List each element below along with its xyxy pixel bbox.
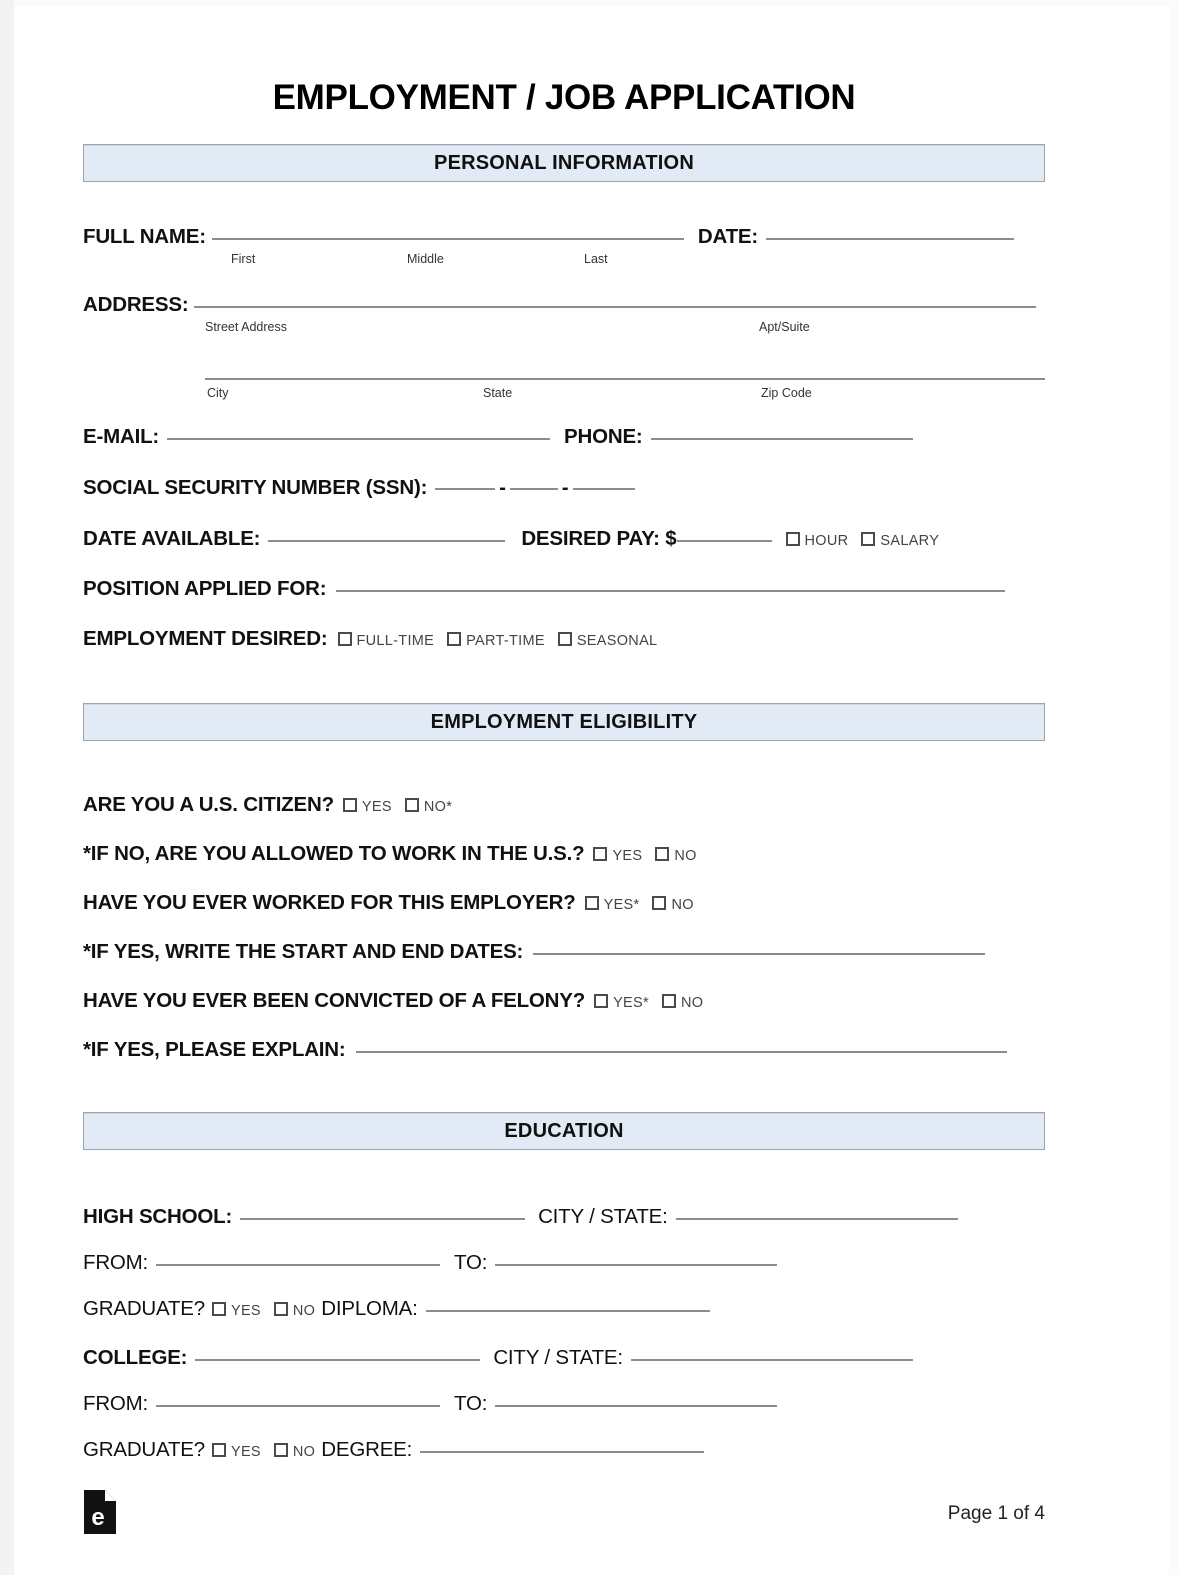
section-header-label: EMPLOYMENT ELIGIBILITY: [430, 710, 698, 733]
checkbox-work-auth-no-label: NO: [674, 848, 697, 864]
full-name-row: [83, 225, 1045, 249]
high-school-name-input[interactable]: [240, 1218, 525, 1220]
high-school-dates-row: [83, 1251, 1045, 1275]
employment-desired-options: [338, 631, 658, 649]
date-available-input[interactable]: [268, 540, 505, 542]
page-footer: [83, 1487, 1045, 1547]
citizen-question-label: ARE YOU A U.S. CITIZEN?: [83, 793, 334, 816]
checkbox-part-time-label: PART-TIME: [466, 633, 545, 649]
ssn-separator-2: -: [561, 477, 569, 499]
form-content: [83, 0, 1045, 1462]
desired-pay-label: DESIRED PAY: $: [521, 527, 677, 550]
page-number: Page 1 of 4: [947, 1503, 1045, 1524]
phone-input[interactable]: [651, 438, 913, 440]
checkbox-prev-employer-yes-label: YES*: [603, 897, 640, 913]
college-graduate-row: [83, 1438, 1045, 1462]
pay-type-options: [786, 531, 940, 549]
full-name-input[interactable]: [212, 238, 684, 240]
college-from-input[interactable]: [156, 1405, 440, 1407]
felony-question-label: HAVE YOU EVER BEEN CONVICTED OF A FELONY?: [83, 989, 586, 1012]
high-school-row: [83, 1205, 1045, 1229]
college-row: [83, 1346, 1045, 1370]
position-applied-label: POSITION APPLIED FOR:: [83, 577, 327, 600]
employment-dates-row: [83, 940, 1045, 964]
high-school-graduate-row: [83, 1297, 1045, 1321]
checkbox-hs-graduate-no[interactable]: [274, 1302, 288, 1316]
section-header-personal-information: [83, 144, 1045, 182]
college-graduate-label: GRADUATE?: [83, 1438, 205, 1461]
checkbox-citizen-no-label: NO*: [423, 799, 453, 815]
checkbox-felony-yes-label: YES*: [613, 995, 649, 1011]
checkbox-seasonal-label: SEASONAL: [576, 633, 658, 649]
checkbox-hour[interactable]: [786, 532, 800, 546]
checkbox-full-time-label: FULL-TIME: [356, 633, 435, 649]
checkbox-citizen-yes-label: YES: [361, 799, 392, 815]
high-school-city-state-input[interactable]: [676, 1218, 958, 1220]
employment-dates-label: *IF YES, WRITE THE START AND END DATES:: [83, 940, 524, 963]
email-label: E-MAIL:: [83, 425, 160, 448]
sublabel-last: Last: [584, 252, 608, 266]
high-school-from-input[interactable]: [156, 1264, 440, 1266]
checkbox-felony-no[interactable]: [662, 994, 676, 1008]
college-label: COLLEGE:: [83, 1346, 188, 1369]
work-authorization-options: [593, 846, 696, 864]
ssn-part-3-input[interactable]: [573, 488, 635, 490]
felony-options: [594, 993, 703, 1011]
previous-employment-question-label: HAVE YOU EVER WORKED FOR THIS EMPLOYER?: [83, 891, 576, 914]
citizen-options: [343, 797, 452, 815]
checkbox-felony-yes[interactable]: [594, 994, 608, 1008]
date-input[interactable]: [766, 238, 1014, 240]
section-header-employment-eligibility: [83, 703, 1045, 741]
checkbox-college-graduate-no-label: NO: [292, 1444, 316, 1460]
diploma-input[interactable]: [426, 1310, 710, 1312]
ssn-part-2-input[interactable]: [510, 488, 558, 490]
college-city-state-label: CITY / STATE:: [493, 1346, 623, 1369]
employment-desired-label: EMPLOYMENT DESIRED:: [83, 627, 328, 650]
degree-label: DEGREE:: [321, 1438, 413, 1461]
checkbox-work-auth-yes[interactable]: [593, 847, 607, 861]
checkbox-prev-employer-no[interactable]: [652, 896, 666, 910]
college-to-input[interactable]: [495, 1405, 777, 1407]
felony-explain-input[interactable]: [356, 1051, 1007, 1053]
checkbox-salary-label: SALARY: [880, 533, 940, 549]
checkbox-prev-employer-yes[interactable]: [585, 896, 599, 910]
ssn-part-1-input[interactable]: [435, 488, 495, 490]
street-address-input[interactable]: [194, 306, 1036, 308]
college-from-label: FROM:: [83, 1392, 149, 1415]
full-name-sublabels: [231, 252, 711, 270]
high-school-graduate-label: GRADUATE?: [83, 1297, 205, 1320]
eforms-document-icon: [83, 1489, 119, 1535]
checkbox-citizen-yes[interactable]: [343, 798, 357, 812]
college-dates-row: [83, 1392, 1045, 1416]
high-school-from-label: FROM:: [83, 1251, 149, 1274]
city-state-zip-sublabels: [207, 386, 1052, 404]
degree-input[interactable]: [420, 1451, 704, 1453]
work-authorization-question-label: *IF NO, ARE YOU ALLOWED TO WORK IN THE U.S.?: [83, 842, 585, 865]
date-available-label: DATE AVAILABLE:: [83, 527, 261, 550]
checkbox-hs-graduate-no-label: NO: [292, 1303, 316, 1319]
college-to-label: TO:: [454, 1392, 488, 1415]
high-school-to-input[interactable]: [495, 1264, 777, 1266]
email-phone-row: [83, 425, 1045, 449]
phone-label: PHONE:: [564, 425, 643, 448]
position-applied-input[interactable]: [336, 590, 1005, 592]
sublabel-first: First: [231, 252, 256, 266]
checkbox-college-graduate-yes-label: YES: [230, 1444, 261, 1460]
section-header-label: PERSONAL INFORMATION: [434, 151, 694, 174]
ssn-separator-1: -: [499, 477, 506, 499]
sublabel-middle: Middle: [407, 252, 444, 266]
felony-explain-label: *IF YES, PLEASE EXPLAIN:: [83, 1038, 346, 1061]
date-label: DATE:: [697, 225, 759, 248]
email-input[interactable]: [167, 438, 550, 440]
college-graduate-options: [212, 1442, 321, 1460]
employment-dates-input[interactable]: [533, 953, 985, 955]
page-title: EMPLOYMENT / JOB APPLICATION: [272, 78, 856, 117]
high-school-graduate-options: [212, 1301, 321, 1319]
address-sublabels: [205, 320, 1050, 338]
page-left-gutter: [0, 0, 14, 1575]
desired-pay-input[interactable]: [677, 540, 772, 542]
checkbox-felony-no-label: NO: [680, 995, 704, 1011]
previous-employment-options: [585, 895, 694, 913]
sublabel-street-address: Street Address: [205, 320, 287, 334]
date-available-pay-row: [83, 527, 1045, 551]
page-right-gutter: [1169, 0, 1179, 1575]
section-header-label: EDUCATION: [504, 1119, 624, 1142]
checkbox-full-time[interactable]: [338, 632, 352, 646]
felony-explain-row: [83, 1038, 1045, 1062]
ssn-row: [83, 476, 1045, 500]
ssn-input-group: [435, 477, 634, 500]
checkbox-salary[interactable]: [861, 532, 875, 546]
checkbox-college-graduate-yes[interactable]: [212, 1443, 226, 1457]
ssn-label: SOCIAL SECURITY NUMBER (SSN):: [83, 476, 428, 499]
high-school-label: HIGH SCHOOL:: [83, 1205, 233, 1228]
section-header-education: [83, 1112, 1045, 1150]
sublabel-city: City: [207, 386, 229, 400]
checkbox-work-auth-yes-label: YES: [612, 848, 643, 864]
citizen-question-row: [83, 793, 1045, 817]
address-label: ADDRESS:: [83, 293, 189, 316]
previous-employment-question-row: [83, 891, 1045, 915]
checkbox-college-graduate-no[interactable]: [274, 1443, 288, 1457]
checkbox-part-time[interactable]: [447, 632, 461, 646]
college-name-input[interactable]: [195, 1359, 480, 1361]
position-applied-row: [83, 577, 1045, 601]
checkbox-work-auth-no[interactable]: [655, 847, 669, 861]
diploma-label: DIPLOMA:: [321, 1297, 418, 1320]
checkbox-citizen-no[interactable]: [405, 798, 419, 812]
checkbox-hour-label: HOUR: [804, 533, 849, 549]
checkbox-hs-graduate-yes[interactable]: [212, 1302, 226, 1316]
full-name-label: FULL NAME:: [83, 225, 206, 248]
address-row: [83, 293, 1045, 317]
sublabel-state: State: [483, 386, 513, 400]
sublabel-apt-suite: Apt/Suite: [759, 320, 810, 334]
eforms-logo-letter: e: [91, 1504, 105, 1531]
work-authorization-question-row: [83, 842, 1045, 866]
city-state-zip-row: [83, 381, 1045, 383]
college-city-state-input[interactable]: [631, 1359, 913, 1361]
city-state-zip-input[interactable]: [205, 378, 1045, 380]
checkbox-prev-employer-no-label: NO: [671, 897, 694, 913]
employment-desired-row: [83, 627, 1045, 651]
high-school-to-label: TO:: [454, 1251, 488, 1274]
high-school-city-state-label: CITY / STATE:: [538, 1205, 668, 1228]
checkbox-hs-graduate-yes-label: YES: [230, 1303, 261, 1319]
felony-question-row: [83, 989, 1045, 1013]
checkbox-seasonal[interactable]: [558, 632, 572, 646]
sublabel-zip-code: Zip Code: [761, 386, 812, 400]
